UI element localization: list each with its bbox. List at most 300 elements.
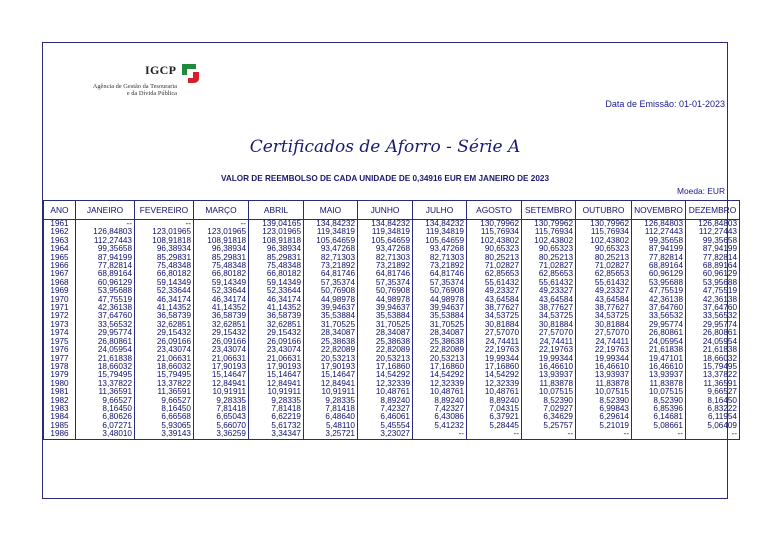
- value-cell: 112,27443: [686, 228, 740, 236]
- value-cell: 24,05954: [686, 338, 740, 346]
- value-cell: 5,21019: [576, 422, 632, 430]
- value-cell: 22,19763: [467, 346, 522, 354]
- value-cell: 32,62851: [194, 321, 249, 329]
- year-cell: 1973: [44, 321, 76, 329]
- value-cell: 82,71303: [358, 254, 413, 262]
- value-cell: 10,48761: [467, 388, 522, 396]
- value-cell: 93,47268: [358, 245, 413, 253]
- value-cell: 60,96129: [76, 279, 135, 287]
- value-cell: 27,57070: [467, 329, 522, 337]
- value-cell: 30,81884: [522, 321, 576, 329]
- value-cell: 18,66032: [76, 363, 135, 371]
- value-cell: 55,61432: [576, 279, 632, 287]
- value-cell: 126,84803: [76, 228, 135, 236]
- value-cell: 73,21892: [413, 262, 467, 270]
- value-cell: 5,08661: [632, 422, 686, 430]
- value-cell: --: [686, 430, 740, 439]
- value-cell: 8,16450: [76, 405, 135, 413]
- value-cell: 10,48761: [358, 388, 413, 396]
- value-cell: 7,81418: [194, 405, 249, 413]
- value-cell: 115,76934: [522, 228, 576, 236]
- value-cell: 59,14349: [135, 279, 194, 287]
- value-cell: 6,34629: [522, 413, 576, 421]
- value-cell: 87,94199: [686, 245, 740, 253]
- value-cell: 66,80182: [135, 270, 194, 278]
- value-cell: 5,61732: [249, 422, 304, 430]
- column-header: SETEMBRO: [522, 201, 576, 220]
- column-header: FEVEREIRO: [135, 201, 194, 220]
- value-cell: 134,84232: [304, 220, 358, 229]
- year-cell: 1970: [44, 296, 76, 304]
- logo-org-line2: e da Dívida Pública: [126, 90, 177, 97]
- value-cell: 108,91818: [249, 237, 304, 245]
- value-cell: 47,75519: [76, 296, 135, 304]
- value-cell: 5,25757: [522, 422, 576, 430]
- value-cell: 28,34087: [304, 329, 358, 337]
- value-cell: 39,94637: [304, 304, 358, 312]
- value-cell: 105,64659: [413, 237, 467, 245]
- value-cell: 134,84232: [358, 220, 413, 229]
- value-cell: 39,94637: [413, 304, 467, 312]
- value-cell: 31,70525: [413, 321, 467, 329]
- document-page: [42, 42, 737, 499]
- value-cell: 3,39143: [135, 430, 194, 439]
- value-cell: 38,77627: [467, 304, 522, 312]
- value-cell: 26,80861: [686, 329, 740, 337]
- value-cell: 24,74411: [467, 338, 522, 346]
- table-row: [44, 430, 740, 439]
- value-cell: 6,43086: [413, 413, 467, 421]
- value-cell: 47,75519: [686, 287, 740, 295]
- value-cell: 9,66527: [76, 397, 135, 405]
- value-cell: 52,33644: [249, 287, 304, 295]
- value-cell: 5,66070: [194, 422, 249, 430]
- value-cell: 31,70525: [358, 321, 413, 329]
- value-cell: 80,25213: [522, 254, 576, 262]
- value-cell: 5,28445: [467, 422, 522, 430]
- value-cell: --: [576, 430, 632, 439]
- value-cell: 96,38934: [135, 245, 194, 253]
- value-cell: 22,19763: [576, 346, 632, 354]
- value-cell: 29,95774: [76, 329, 135, 337]
- value-cell: 15,14647: [194, 371, 249, 379]
- value-cell: 32,62851: [249, 321, 304, 329]
- value-cell: 3,25721: [304, 430, 358, 439]
- table-row: [44, 355, 740, 363]
- value-cell: 8,52390: [522, 397, 576, 405]
- value-cell: 6,14681: [632, 413, 686, 421]
- value-cell: 24,74411: [522, 338, 576, 346]
- value-cell: 105,64659: [304, 237, 358, 245]
- value-cell: 57,35374: [358, 279, 413, 287]
- value-cell: 25,38638: [358, 338, 413, 346]
- value-cell: 75,48348: [135, 262, 194, 270]
- year-cell: 1979: [44, 371, 76, 379]
- value-cell: 6,62219: [249, 413, 304, 421]
- value-cell: 35,53884: [358, 312, 413, 320]
- table-row: [44, 228, 740, 236]
- table-row: [44, 245, 740, 253]
- value-cell: 112,27443: [632, 228, 686, 236]
- value-cell: 115,76934: [576, 228, 632, 236]
- value-cell: 42,36138: [632, 296, 686, 304]
- value-cell: 14,54292: [467, 371, 522, 379]
- value-cell: 5,06409: [686, 422, 740, 430]
- value-cell: 15,79495: [135, 371, 194, 379]
- value-cell: 6,48640: [304, 413, 358, 421]
- value-cell: 23,43074: [194, 346, 249, 354]
- value-cell: 87,94199: [632, 245, 686, 253]
- year-cell: 1968: [44, 279, 76, 287]
- value-cell: 18,66032: [686, 355, 740, 363]
- column-header: AGOSTO: [467, 201, 522, 220]
- value-cell: 3,23027: [358, 430, 413, 439]
- value-cell: 8,52390: [576, 397, 632, 405]
- value-cell: 23,43074: [135, 346, 194, 354]
- redemption-values-table: [43, 200, 740, 440]
- value-cell: 119,34819: [358, 228, 413, 236]
- value-cell: 15,14647: [249, 371, 304, 379]
- value-cell: 60,96129: [686, 270, 740, 278]
- value-cell: 50,76908: [413, 287, 467, 295]
- value-cell: 21,06631: [194, 355, 249, 363]
- column-header: ABRIL: [249, 201, 304, 220]
- value-cell: 46,34174: [194, 296, 249, 304]
- value-cell: 10,48761: [413, 388, 467, 396]
- value-cell: 7,04315: [467, 405, 522, 413]
- value-cell: 102,43802: [576, 237, 632, 245]
- value-cell: --: [632, 430, 686, 439]
- value-cell: 20,53213: [358, 355, 413, 363]
- value-cell: 17,16860: [358, 363, 413, 371]
- value-cell: 10,91911: [304, 388, 358, 396]
- value-cell: 27,57070: [576, 329, 632, 337]
- value-cell: 119,34819: [304, 228, 358, 236]
- value-cell: 77,82814: [632, 254, 686, 262]
- value-cell: 17,90193: [249, 363, 304, 371]
- value-cell: 134,84232: [413, 220, 467, 229]
- column-header: JULHO: [413, 201, 467, 220]
- value-cell: 24,74411: [576, 338, 632, 346]
- value-cell: 41,14352: [194, 304, 249, 312]
- value-cell: 10,07515: [576, 388, 632, 396]
- value-cell: 93,47268: [304, 245, 358, 253]
- value-cell: 71,02827: [522, 262, 576, 270]
- value-cell: 49,23327: [522, 287, 576, 295]
- value-cell: 119,34819: [413, 228, 467, 236]
- value-cell: 99,35658: [632, 237, 686, 245]
- value-cell: 6,80626: [76, 413, 135, 421]
- value-cell: 10,91911: [194, 388, 249, 396]
- value-cell: 12,32339: [467, 380, 522, 388]
- table-row: [44, 254, 740, 262]
- value-cell: 29,95774: [632, 321, 686, 329]
- currency-label: Moeda: EUR: [677, 186, 725, 196]
- value-cell: 64,81746: [413, 270, 467, 278]
- value-cell: 130,79962: [467, 220, 522, 229]
- value-cell: 8,52390: [632, 397, 686, 405]
- year-cell: 1966: [44, 262, 76, 270]
- value-cell: 43,64584: [576, 296, 632, 304]
- value-cell: 57,35374: [304, 279, 358, 287]
- table-row: [44, 237, 740, 245]
- year-cell: 1985: [44, 422, 76, 430]
- value-cell: 19,99344: [576, 355, 632, 363]
- value-cell: 64,81746: [358, 270, 413, 278]
- year-cell: 1969: [44, 287, 76, 295]
- value-cell: 108,91818: [194, 237, 249, 245]
- value-cell: 26,09166: [135, 338, 194, 346]
- value-cell: 126,84803: [686, 220, 740, 229]
- table-row: [44, 270, 740, 278]
- value-cell: 46,34174: [249, 296, 304, 304]
- value-cell: 73,21892: [358, 262, 413, 270]
- value-cell: 34,53725: [576, 312, 632, 320]
- value-cell: 21,06631: [135, 355, 194, 363]
- year-cell: 1980: [44, 380, 76, 388]
- value-cell: 6,99843: [576, 405, 632, 413]
- table-row: [44, 279, 740, 287]
- value-cell: 5,41232: [413, 422, 467, 430]
- value-cell: 85,29831: [194, 254, 249, 262]
- value-cell: 33,56532: [76, 321, 135, 329]
- value-cell: 96,38934: [194, 245, 249, 253]
- value-cell: 102,43802: [467, 237, 522, 245]
- value-cell: 43,64584: [522, 296, 576, 304]
- value-cell: 59,14349: [194, 279, 249, 287]
- value-cell: 8,89240: [358, 397, 413, 405]
- value-cell: 12,84941: [304, 380, 358, 388]
- value-cell: 34,53725: [467, 312, 522, 320]
- value-cell: 22,82089: [413, 346, 467, 354]
- value-cell: 80,25213: [576, 254, 632, 262]
- value-cell: 10,07515: [522, 388, 576, 396]
- year-cell: 1964: [44, 245, 76, 253]
- value-cell: 93,47268: [413, 245, 467, 253]
- value-cell: 115,76934: [467, 228, 522, 236]
- value-cell: 6,66568: [135, 413, 194, 421]
- value-cell: 21,61838: [76, 355, 135, 363]
- column-header: OUTUBRO: [576, 201, 632, 220]
- year-cell: 1974: [44, 329, 76, 337]
- value-cell: 50,76908: [358, 287, 413, 295]
- value-cell: 77,82814: [686, 254, 740, 262]
- value-cell: 11,36591: [135, 388, 194, 396]
- value-cell: 22,82089: [304, 346, 358, 354]
- value-cell: 11,36591: [686, 380, 740, 388]
- value-cell: 13,93937: [522, 371, 576, 379]
- year-cell: 1962: [44, 228, 76, 236]
- value-cell: 130,79962: [576, 220, 632, 229]
- value-cell: --: [135, 220, 194, 229]
- table-row: [44, 388, 740, 396]
- table-row: [44, 405, 740, 413]
- table-header-row: [44, 201, 740, 220]
- value-cell: 47,75519: [632, 287, 686, 295]
- value-cell: 16,46610: [576, 363, 632, 371]
- value-cell: 10,07515: [632, 388, 686, 396]
- value-cell: 29,15432: [249, 329, 304, 337]
- value-cell: 37,64760: [76, 312, 135, 320]
- value-cell: 6,11954: [686, 413, 740, 421]
- value-cell: 62,85653: [576, 270, 632, 278]
- value-cell: 33,56532: [632, 312, 686, 320]
- year-cell: 1983: [44, 405, 76, 413]
- table-row: [44, 312, 740, 320]
- value-cell: 24,05954: [632, 338, 686, 346]
- value-cell: 99,35658: [76, 245, 135, 253]
- value-cell: 19,47101: [632, 355, 686, 363]
- value-cell: 6,65043: [194, 413, 249, 421]
- table-row: [44, 321, 740, 329]
- value-cell: 11,83878: [522, 380, 576, 388]
- value-cell: 6,83222: [686, 405, 740, 413]
- column-header: MAIO: [304, 201, 358, 220]
- year-cell: 1971: [44, 304, 76, 312]
- value-cell: 13,37822: [76, 380, 135, 388]
- value-cell: 123,01965: [194, 228, 249, 236]
- value-cell: 68,89164: [76, 270, 135, 278]
- table-row: [44, 304, 740, 312]
- value-cell: 16,46610: [632, 363, 686, 371]
- table-row: [44, 338, 740, 346]
- value-cell: 6,29614: [576, 413, 632, 421]
- year-cell: 1978: [44, 363, 76, 371]
- value-cell: 20,53213: [304, 355, 358, 363]
- value-cell: 38,77627: [576, 304, 632, 312]
- value-cell: 41,14352: [135, 304, 194, 312]
- value-cell: 22,82089: [358, 346, 413, 354]
- emission-date: Data de Emissão: 01-01-2023: [605, 99, 725, 109]
- year-cell: 1977: [44, 355, 76, 363]
- value-cell: 22,19763: [522, 346, 576, 354]
- value-cell: 7,81418: [304, 405, 358, 413]
- value-cell: 50,76908: [304, 287, 358, 295]
- value-cell: 26,09166: [249, 338, 304, 346]
- value-cell: 37,64760: [686, 304, 740, 312]
- value-cell: 108,91818: [135, 237, 194, 245]
- value-cell: 7,02927: [522, 405, 576, 413]
- year-cell: 1984: [44, 413, 76, 421]
- column-header: MARÇO: [194, 201, 249, 220]
- value-cell: 44,98978: [413, 296, 467, 304]
- value-cell: 29,95774: [686, 321, 740, 329]
- value-cell: 46,34174: [135, 296, 194, 304]
- value-cell: 9,66527: [686, 388, 740, 396]
- value-cell: 68,89164: [632, 262, 686, 270]
- value-cell: 53,95688: [76, 287, 135, 295]
- value-cell: 52,33644: [194, 287, 249, 295]
- value-cell: 66,80182: [249, 270, 304, 278]
- value-cell: 10,91911: [249, 388, 304, 396]
- year-cell: 1967: [44, 270, 76, 278]
- value-cell: 3,34347: [249, 430, 304, 439]
- value-cell: 85,29831: [135, 254, 194, 262]
- value-cell: 7,42327: [358, 405, 413, 413]
- value-cell: 30,81884: [576, 321, 632, 329]
- value-cell: 33,56532: [686, 312, 740, 320]
- value-cell: 96,38934: [249, 245, 304, 253]
- value-cell: 112,27443: [76, 237, 135, 245]
- value-cell: 38,77627: [522, 304, 576, 312]
- value-cell: 59,14349: [249, 279, 304, 287]
- value-cell: 55,61432: [522, 279, 576, 287]
- year-cell: 1986: [44, 430, 76, 439]
- value-cell: 11,83878: [632, 380, 686, 388]
- value-cell: 3,36259: [194, 430, 249, 439]
- value-cell: 21,61838: [632, 346, 686, 354]
- value-cell: --: [467, 430, 522, 439]
- value-cell: 28,34087: [358, 329, 413, 337]
- value-cell: --: [194, 220, 249, 229]
- value-cell: 12,84941: [194, 380, 249, 388]
- table-row: [44, 380, 740, 388]
- logo-org-line1: Agência de Gestão da Tesouraria: [92, 83, 177, 90]
- value-cell: 17,90193: [304, 363, 358, 371]
- table-row: [44, 346, 740, 354]
- value-cell: 21,06631: [249, 355, 304, 363]
- column-header: DEZEMBRO: [686, 201, 740, 220]
- value-cell: 15,79495: [686, 363, 740, 371]
- value-cell: 23,43074: [249, 346, 304, 354]
- table-row: [44, 296, 740, 304]
- value-cell: 87,94199: [76, 254, 135, 262]
- value-cell: 44,98978: [304, 296, 358, 304]
- value-cell: 15,14647: [304, 371, 358, 379]
- value-cell: 39,94637: [358, 304, 413, 312]
- value-cell: 123,01965: [249, 228, 304, 236]
- value-cell: 126,84803: [632, 220, 686, 229]
- value-cell: 11,83878: [576, 380, 632, 388]
- value-cell: 77,82814: [76, 262, 135, 270]
- column-header: NOVEMBRO: [632, 201, 686, 220]
- value-cell: 14,54292: [413, 371, 467, 379]
- value-cell: 75,48348: [249, 262, 304, 270]
- value-cell: 19,99344: [467, 355, 522, 363]
- value-cell: 90,65323: [467, 245, 522, 253]
- value-cell: 130,79962: [522, 220, 576, 229]
- value-cell: 52,33644: [135, 287, 194, 295]
- value-cell: 55,61432: [467, 279, 522, 287]
- document-title: Certificados de Aforro - Série A: [249, 137, 521, 157]
- value-cell: 14,54292: [358, 371, 413, 379]
- value-cell: 25,38638: [304, 338, 358, 346]
- value-cell: 26,09166: [194, 338, 249, 346]
- value-cell: 11,36591: [76, 388, 135, 396]
- value-cell: 62,85653: [522, 270, 576, 278]
- value-cell: 68,89164: [686, 262, 740, 270]
- value-cell: 90,65323: [522, 245, 576, 253]
- logo-org-short: IGCP: [145, 63, 177, 77]
- value-cell: 5,48110: [304, 422, 358, 430]
- value-cell: 5,93065: [135, 422, 194, 430]
- value-cell: 9,28335: [304, 397, 358, 405]
- value-cell: 26,80861: [76, 338, 135, 346]
- value-cell: 53,95688: [686, 279, 740, 287]
- value-cell: 15,79495: [76, 371, 135, 379]
- value-cell: 64,81746: [304, 270, 358, 278]
- value-cell: 99,35658: [686, 237, 740, 245]
- value-cell: 9,28335: [249, 397, 304, 405]
- value-cell: --: [76, 220, 135, 229]
- value-cell: 16,46610: [522, 363, 576, 371]
- value-cell: 49,23327: [467, 287, 522, 295]
- value-cell: 18,66032: [135, 363, 194, 371]
- table-row: [44, 397, 740, 405]
- column-header: JUNHO: [358, 201, 413, 220]
- value-cell: 24,05954: [76, 346, 135, 354]
- value-cell: 3,48010: [76, 430, 135, 439]
